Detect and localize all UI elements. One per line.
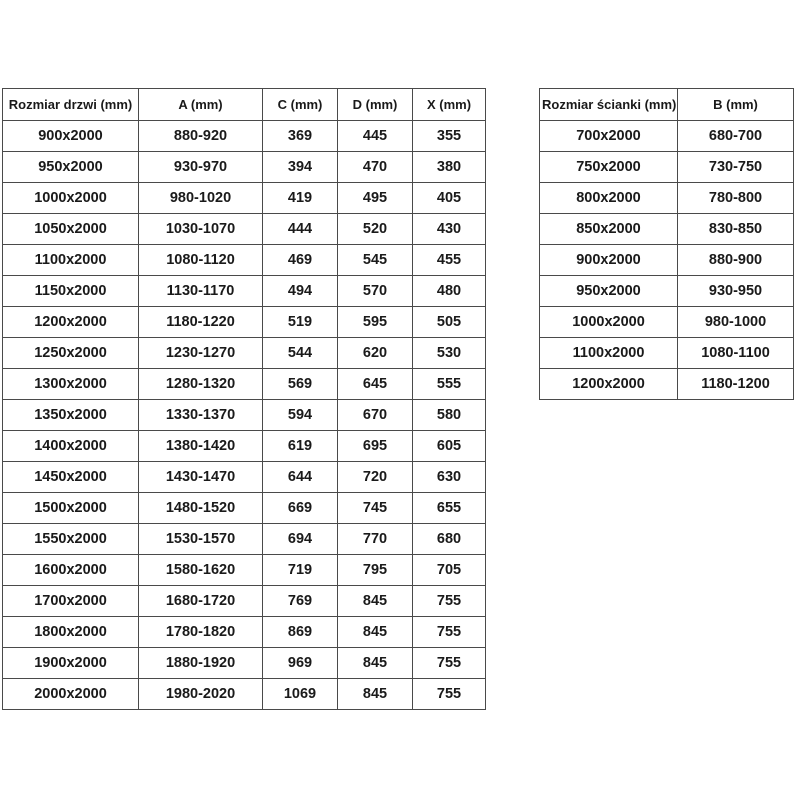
table-cell: 480 [413, 276, 486, 307]
table-cell: 719 [263, 555, 338, 586]
wall-size-table [539, 88, 794, 400]
header-cell: D (mm) [338, 89, 413, 121]
header-cell: C (mm) [263, 89, 338, 121]
table-cell: 950x2000 [3, 152, 139, 183]
table-row [3, 245, 486, 276]
table-cell: 505 [413, 307, 486, 338]
table-row [3, 431, 486, 462]
table-cell: 770 [338, 524, 413, 555]
table-cell: 900x2000 [3, 121, 139, 152]
table-cell: 1780-1820 [139, 617, 263, 648]
table-row [3, 617, 486, 648]
table-cell: 444 [263, 214, 338, 245]
table-cell: 755 [413, 648, 486, 679]
table-cell: 1080-1100 [678, 338, 794, 369]
table-cell: 519 [263, 307, 338, 338]
table-cell: 645 [338, 369, 413, 400]
table-cell: 869 [263, 617, 338, 648]
table-cell: 369 [263, 121, 338, 152]
table-cell: 445 [338, 121, 413, 152]
table-cell: 380 [413, 152, 486, 183]
table-row [3, 152, 486, 183]
table-cell: 394 [263, 152, 338, 183]
table-row [3, 369, 486, 400]
table-cell: 1150x2000 [3, 276, 139, 307]
header-cell: B (mm) [678, 89, 794, 121]
table-cell: 930-970 [139, 152, 263, 183]
table-cell: 1900x2000 [3, 648, 139, 679]
header-cell: Rozmiar drzwi (mm) [3, 89, 139, 121]
header-row [540, 89, 794, 121]
table-cell: 755 [413, 617, 486, 648]
table-cell: 520 [338, 214, 413, 245]
table-cell: 1500x2000 [3, 493, 139, 524]
header-cell: A (mm) [139, 89, 263, 121]
table-row [540, 214, 794, 245]
table-row [3, 276, 486, 307]
table-row [3, 555, 486, 586]
table-cell: 670 [338, 400, 413, 431]
table-cell: 1880-1920 [139, 648, 263, 679]
table-cell: 1069 [263, 679, 338, 710]
table-cell: 1200x2000 [540, 369, 678, 400]
table-cell: 455 [413, 245, 486, 276]
table-cell: 530 [413, 338, 486, 369]
table-cell: 570 [338, 276, 413, 307]
table-cell: 1000x2000 [3, 183, 139, 214]
table-cell: 830-850 [678, 214, 794, 245]
table-cell: 1080-1120 [139, 245, 263, 276]
table-cell: 1050x2000 [3, 214, 139, 245]
table-cell: 1230-1270 [139, 338, 263, 369]
table-cell: 795 [338, 555, 413, 586]
table-cell: 605 [413, 431, 486, 462]
table-cell: 745 [338, 493, 413, 524]
table-row [3, 462, 486, 493]
table-cell: 555 [413, 369, 486, 400]
table-cell: 495 [338, 183, 413, 214]
header-cell: Rozmiar ścianki (mm) [540, 89, 678, 121]
table-cell: 469 [263, 245, 338, 276]
table-cell: 1980-2020 [139, 679, 263, 710]
table-cell: 619 [263, 431, 338, 462]
table-row [540, 183, 794, 214]
table-row [540, 276, 794, 307]
table-cell: 545 [338, 245, 413, 276]
table-cell: 845 [338, 617, 413, 648]
table-row [540, 338, 794, 369]
table-cell: 880-900 [678, 245, 794, 276]
table-cell: 1250x2000 [3, 338, 139, 369]
table-cell: 1100x2000 [3, 245, 139, 276]
table-cell: 1530-1570 [139, 524, 263, 555]
table-cell: 850x2000 [540, 214, 678, 245]
table-cell: 620 [338, 338, 413, 369]
table-cell: 669 [263, 493, 338, 524]
table-row [3, 679, 486, 710]
door-size-table [2, 88, 486, 710]
table-cell: 2000x2000 [3, 679, 139, 710]
table-cell: 845 [338, 648, 413, 679]
header-row [3, 89, 486, 121]
table-cell: 694 [263, 524, 338, 555]
table-row [3, 214, 486, 245]
table-row [540, 245, 794, 276]
table-cell: 680 [413, 524, 486, 555]
table-cell: 594 [263, 400, 338, 431]
table-cell: 700x2000 [540, 121, 678, 152]
table-cell: 969 [263, 648, 338, 679]
table-cell: 1000x2000 [540, 307, 678, 338]
table-cell: 1200x2000 [3, 307, 139, 338]
table-cell: 1580-1620 [139, 555, 263, 586]
table-cell: 630 [413, 462, 486, 493]
table-cell: 355 [413, 121, 486, 152]
table-cell: 780-800 [678, 183, 794, 214]
table-cell: 800x2000 [540, 183, 678, 214]
table-cell: 705 [413, 555, 486, 586]
table-row [3, 493, 486, 524]
table-cell: 1700x2000 [3, 586, 139, 617]
table-cell: 1030-1070 [139, 214, 263, 245]
table-cell: 655 [413, 493, 486, 524]
table-cell: 1430-1470 [139, 462, 263, 493]
table-cell: 595 [338, 307, 413, 338]
table-cell: 750x2000 [540, 152, 678, 183]
table-cell: 730-750 [678, 152, 794, 183]
table-cell: 419 [263, 183, 338, 214]
table-cell: 1800x2000 [3, 617, 139, 648]
table-cell: 494 [263, 276, 338, 307]
table-cell: 1400x2000 [3, 431, 139, 462]
table-row [3, 400, 486, 431]
table-cell: 1350x2000 [3, 400, 139, 431]
table-cell: 1380-1420 [139, 431, 263, 462]
table-cell: 430 [413, 214, 486, 245]
table-cell: 544 [263, 338, 338, 369]
table-cell: 900x2000 [540, 245, 678, 276]
table-cell: 569 [263, 369, 338, 400]
table-cell: 720 [338, 462, 413, 493]
table-cell: 980-1020 [139, 183, 263, 214]
table-cell: 1480-1520 [139, 493, 263, 524]
table-row [540, 121, 794, 152]
table-cell: 1550x2000 [3, 524, 139, 555]
table-cell: 755 [413, 679, 486, 710]
table-cell: 930-950 [678, 276, 794, 307]
table-row [3, 307, 486, 338]
table-cell: 1130-1170 [139, 276, 263, 307]
table-cell: 1450x2000 [3, 462, 139, 493]
table-cell: 1100x2000 [540, 338, 678, 369]
table-cell: 950x2000 [540, 276, 678, 307]
table-cell: 580 [413, 400, 486, 431]
table-cell: 1600x2000 [3, 555, 139, 586]
table-cell: 695 [338, 431, 413, 462]
table-cell: 980-1000 [678, 307, 794, 338]
table-cell: 1300x2000 [3, 369, 139, 400]
table-cell: 1280-1320 [139, 369, 263, 400]
table-cell: 880-920 [139, 121, 263, 152]
table-cell: 680-700 [678, 121, 794, 152]
table-cell: 1180-1220 [139, 307, 263, 338]
table-row [540, 307, 794, 338]
table-cell: 769 [263, 586, 338, 617]
table-row [3, 338, 486, 369]
table-cell: 405 [413, 183, 486, 214]
table-row [3, 121, 486, 152]
table-cell: 845 [338, 586, 413, 617]
table-cell: 470 [338, 152, 413, 183]
table-cell: 1330-1370 [139, 400, 263, 431]
table-row [3, 648, 486, 679]
table-cell: 644 [263, 462, 338, 493]
table-row [3, 524, 486, 555]
table-row [540, 369, 794, 400]
table-row [540, 152, 794, 183]
table-cell: 755 [413, 586, 486, 617]
header-cell: X (mm) [413, 89, 486, 121]
table-cell: 1180-1200 [678, 369, 794, 400]
table-row [3, 586, 486, 617]
table-cell: 1680-1720 [139, 586, 263, 617]
table-cell: 845 [338, 679, 413, 710]
table-row [3, 183, 486, 214]
